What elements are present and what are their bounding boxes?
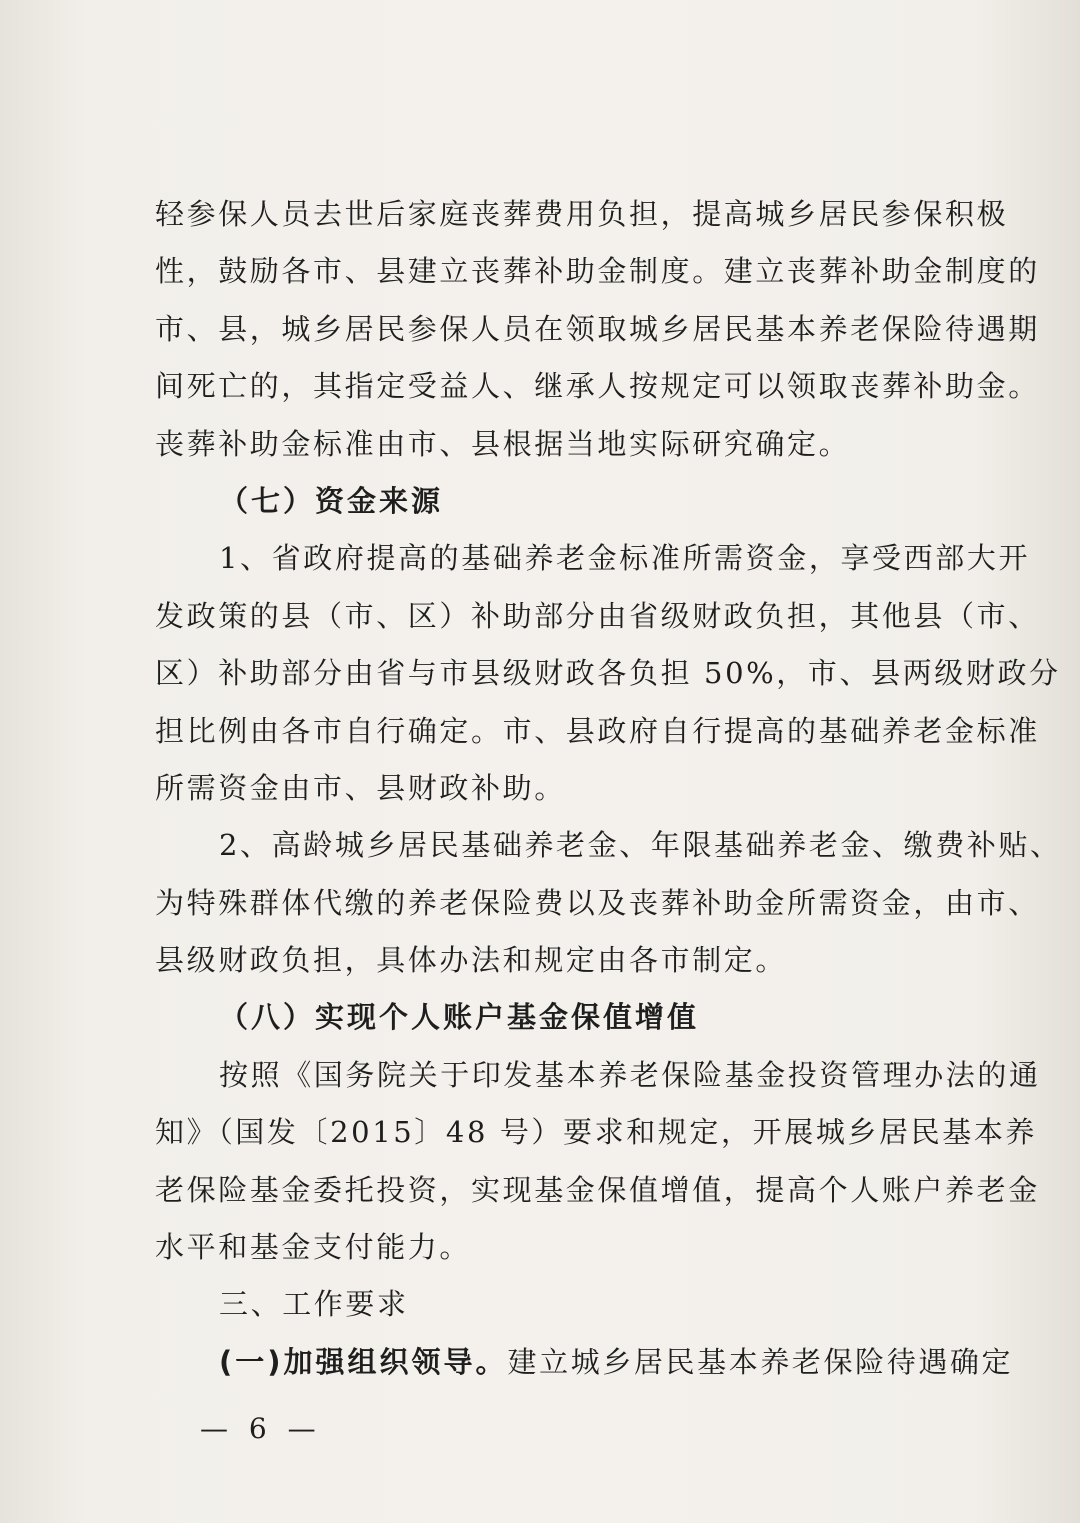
document-body [155, 186, 1062, 1391]
paragraph-line: 水平和基金支付能力。 [155, 1230, 472, 1265]
paragraph-line: 丧葬补助金标准由市、县根据当地实际研究确定。 [155, 426, 851, 461]
paragraph-line: 间死亡的，其指定受益人、继承人按规定可以领取丧葬补助金。 [155, 369, 1040, 404]
paragraph-line: 性，鼓励各市、县建立丧葬补助金制度。建立丧葬补助金制度的 [155, 254, 1040, 289]
paragraph-line: 知》（国发〔2015〕48 号）要求和规定，开展城乡居民基本养 [155, 1115, 1038, 1150]
section-heading-8: （八）实现个人账户基金保值增值 [219, 1000, 700, 1035]
paragraph-line: 老保险基金委托投资，实现基金保值增值，提高个人账户养老金 [155, 1172, 1040, 1207]
subsection-heading-1: (一)加强组织领导。 [219, 1344, 508, 1379]
paragraph-text: 建立城乡居民基本养老保险待遇确定 [507, 1344, 1014, 1379]
section-heading-7: （七）资金来源 [219, 483, 444, 518]
paragraph-line: 1、省政府提高的基础养老金标准所需资金，享受西部大开 [219, 541, 1031, 576]
paragraph-line: 县级财政负担，具体办法和规定由各市制定。 [155, 943, 788, 978]
paragraph-line: 轻参保人员去世后家庭丧葬费用负担，提高城乡居民参保积极 [155, 197, 1009, 231]
page-number: — 6 — [200, 1412, 322, 1445]
paragraph-line-mixed [155, 1334, 1014, 1391]
paragraph-line: 担比例由各市自行确定。市、县政府自行提高的基础养老金标准 [155, 713, 1040, 748]
paragraph-line: 市、县，城乡居民参保人员在领取城乡居民基本养老保险待遇期 [155, 311, 1040, 346]
paragraph-line: 2、高龄城乡居民基础养老金、年限基础养老金、缴费补贴、 [219, 828, 1062, 863]
paragraph-line: 所需资金由市、县财政补助。 [155, 770, 566, 805]
paragraph-line: 按照《国务院关于印发基本养老保险基金投资管理办法的通 [219, 1057, 1041, 1092]
chapter-heading-3: 三、工作要求 [219, 1287, 409, 1322]
paragraph-line: 发政策的县（市、区）补助部分由省级财政负担，其他县（市、 [155, 598, 1040, 633]
paragraph-line: 区）补助部分由省与市县级财政各负担 50%，市、县两级财政分 [155, 656, 1061, 691]
paragraph-line: 为特殊群体代缴的养老保险费以及丧葬补助金所需资金，由市、 [155, 885, 1040, 920]
